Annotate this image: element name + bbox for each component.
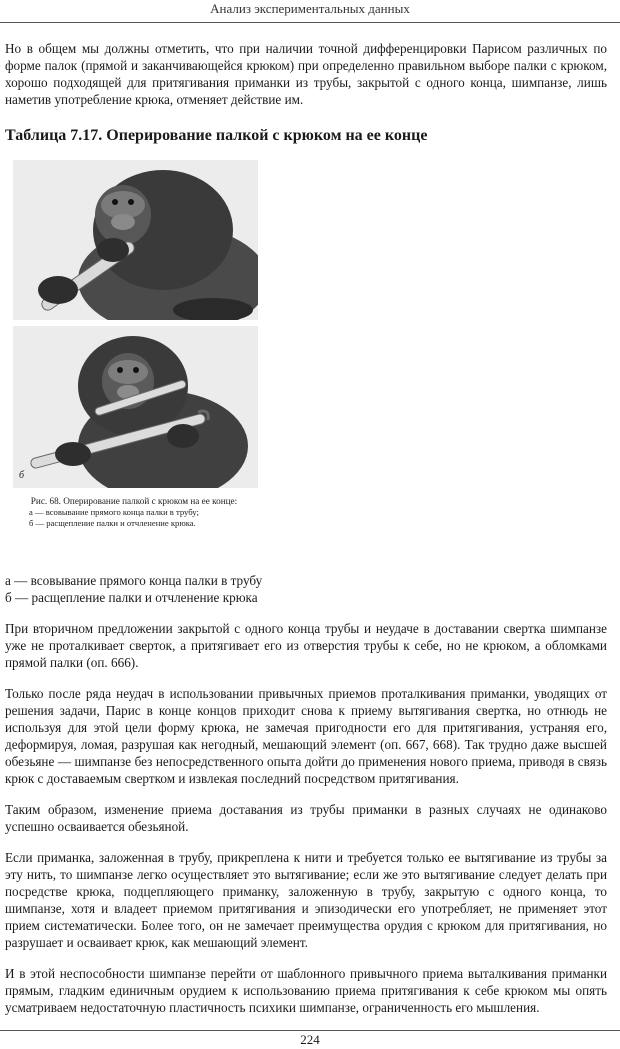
page-footer bbox=[0, 1030, 620, 1049]
page-content bbox=[5, 40, 607, 1016]
legend-item-a: а — всовывание прямого конца палки в трубу bbox=[5, 573, 263, 588]
table-title: Таблица 7.17. Оперирование палкой с крюком на ее конце bbox=[5, 127, 428, 144]
chimpanzee-photo-b bbox=[13, 326, 258, 488]
chimpanzee-b-illustration bbox=[13, 326, 258, 488]
body-paragraph: Таким образом, изменение приема доставания из трубы приманки в разных случаях не одинаково успешно осваивается обезьяной. bbox=[5, 802, 607, 834]
page-number: 224 bbox=[300, 1032, 320, 1047]
body-paragraph: Только после ряда неудач в использовании привычных приемов проталкивания приманки, уводящих от решения задачи, Парис в конце концов приходит снова к приему вытягивания свертка, но отнюдь не используя для этой цели форму крюка, не замечая пригодности его для притягивания, устраняя его, деформируя, ломая, разрушая как негодный, мешающий элемент (оп. 667, 668). Так трудно даже высшей обезьяне — шимпанзе без непосредственного опыта дойти до применения нового приема, приводя в связь крюк с доставаемым свертком и извлекая последний посредством притягивания. bbox=[5, 686, 607, 786]
legend-item-b: б — расщепление палки и отчленение крюка bbox=[5, 590, 258, 605]
chimpanzee-a-illustration bbox=[13, 160, 258, 320]
figure-marker: б bbox=[19, 470, 25, 481]
body-paragraph: Если приманка, заложенная в трубу, прикреплена к нити и требуется только ее вытягивание из трубы за эту нить, то шимпанзе легко осуществляет это вытягивание; если же это вытягивание следует делать при посредстве крюка, подцепляющего приманку, заложенную в трубу, закрытую с одного конца, то шимпанзе, хотя и владеет приемом притягивания и эпизодически его употребляет, не применяет этот прием систематически. Более того, он не замечает преимущества орудия с крюком для притягивания, но разрушает и осваивает крюк, как мешающий элемент. bbox=[5, 850, 607, 950]
intro-paragraph: Но в общем мы должны отметить, что при наличии точной дифференцировки Парисом различных по форме палок (прямой и заканчивающейся крюком) при определенно правильном выборе палки с крюком, хорошо подходящей для притягивания приманки из трубы, закрытой с одного конца, шимпанзе, лишь наметив употребление крюка, отменяет действие им. bbox=[5, 41, 607, 107]
body-paragraph: При вторичном предложении закрытой с одного конца трубы и неудаче в доставании свертка шимпанзе уже не проталкивает сверток, а притягивает его из отверстия трубы к себе, но не крюком, а обломками прямой палки (оп. 666). bbox=[5, 621, 607, 670]
figure bbox=[9, 160, 259, 560]
figure-caption-b: б — расщепление палки и отчленение крюка. bbox=[29, 518, 196, 528]
running-header bbox=[0, 0, 620, 23]
chimpanzee-photo-a bbox=[13, 160, 258, 320]
running-header-title: Анализ экспериментальных данных bbox=[210, 1, 410, 16]
figure-caption-head: Рис. 68. Оперирование палкой с крюком на ее конце: bbox=[30, 496, 238, 506]
figure-caption-a: а — всовывание прямого конца палки в трубу; bbox=[29, 507, 199, 517]
figure-caption bbox=[9, 496, 259, 529]
figure-legend bbox=[5, 572, 607, 606]
body-paragraph: И в этой неспособности шимпанзе перейти от шаблонного привычного приема выталкивания приманки прямым, гладким единичным орудием к использованию приема притягивания к себе крюком мы опять усматриваем недостаточную пластичность психики шимпанзе, ограниченность его мышления. bbox=[5, 966, 607, 1015]
